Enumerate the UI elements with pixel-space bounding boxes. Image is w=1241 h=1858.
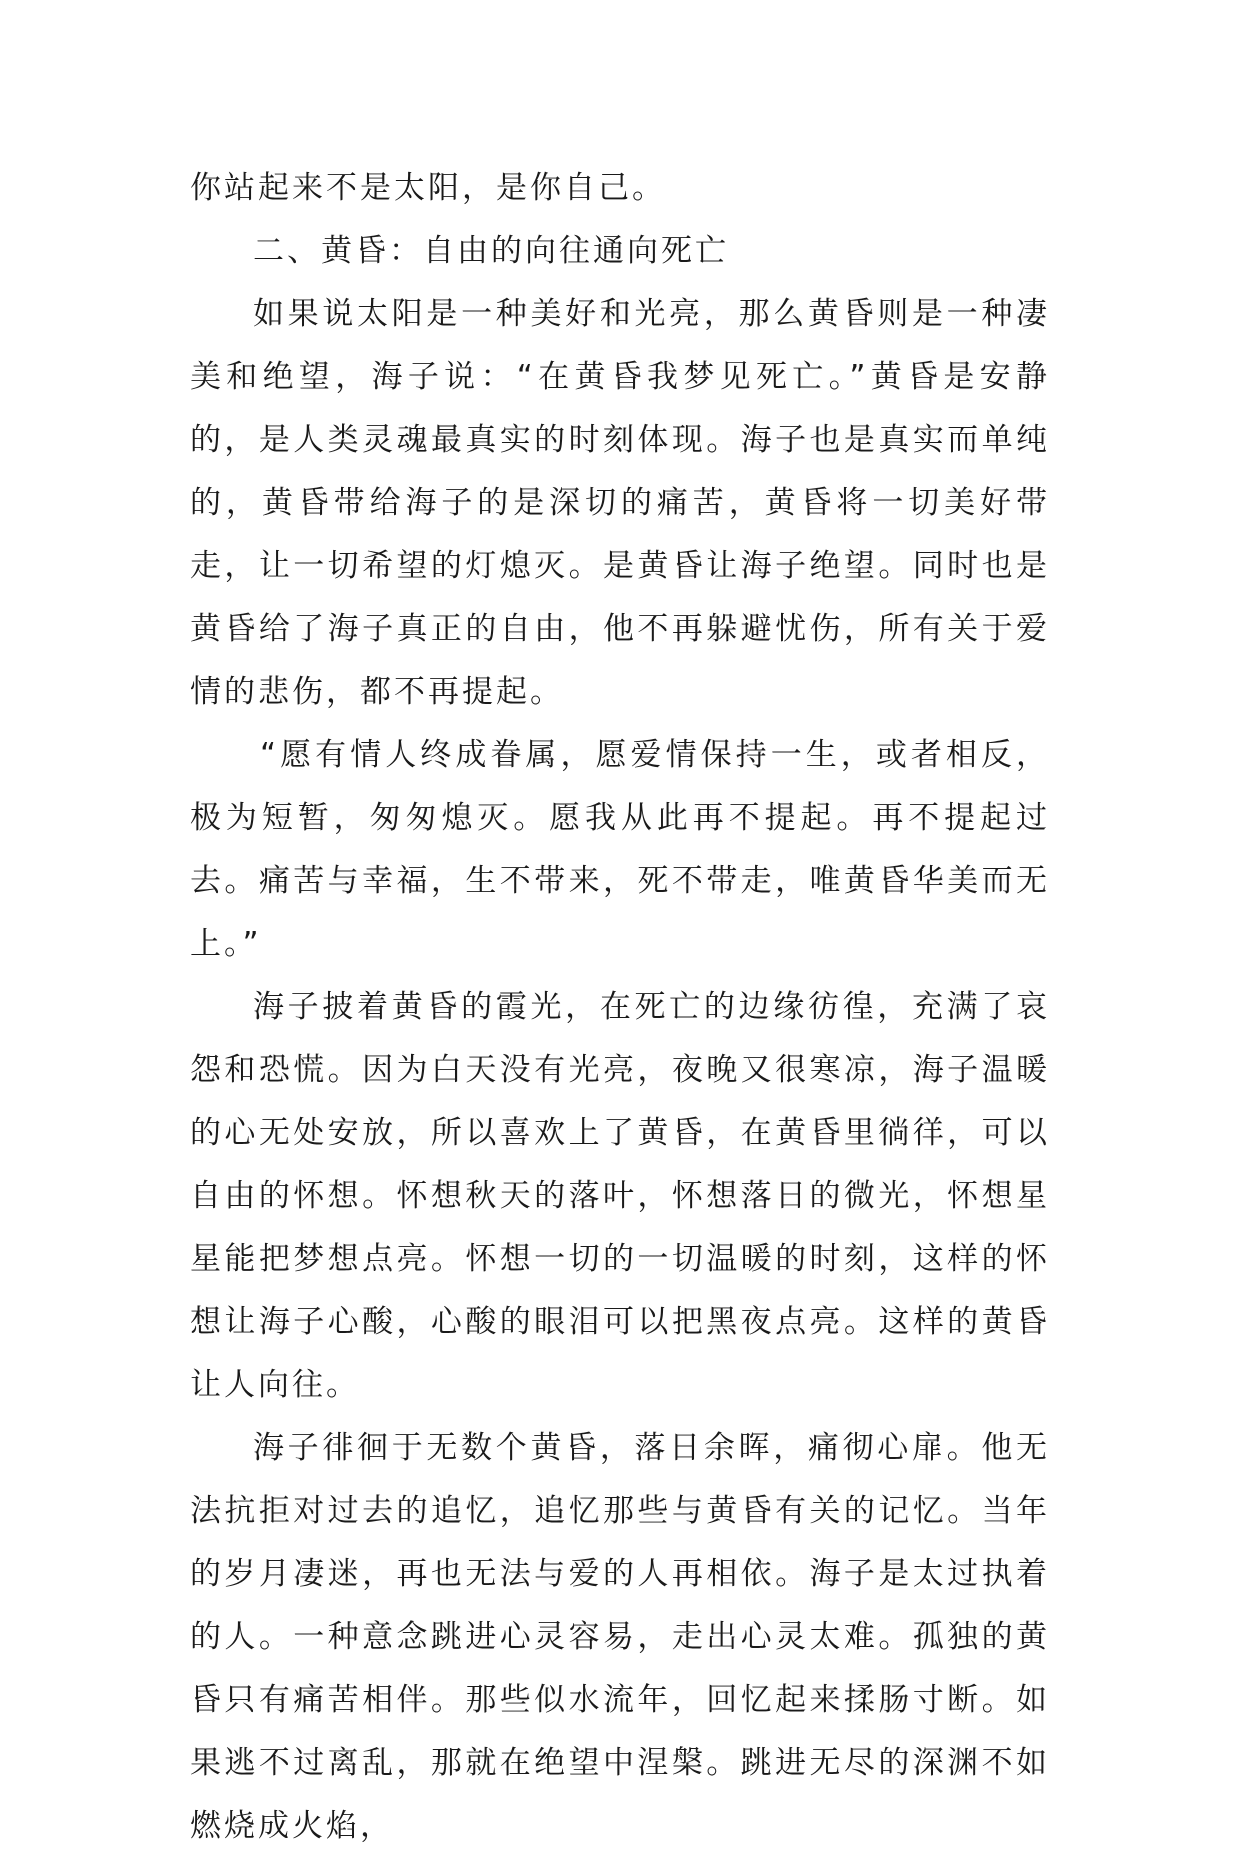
document-body	[190, 157, 1050, 1858]
paragraph: 如果说太阳是一种美好和光亮，那么黄昏则是一种凄美和绝望，海子说：“在黄昏我梦见死亡。”黄昏是安静的，是人类灵魂最真实的时刻体现。海子也是真实而单纯的，黄昏带给海子的是深切的痛苦，黄昏将一切美好带走，让一切希望的灯熄灭。是黄昏让海子绝望。同时也是黄昏给了海子真正的自由，他不再躲避忧伤，所有关于爱情的悲伤，都不再提起。	[190, 296, 1050, 710]
quotation-paragraph: “愿有情人终成眷属，愿爱情保持一生，或者相反，极为短暂，匆匆熄灭。愿我从此再不提起。再不提起过去。痛苦与幸福，生不带来，死不带走，唯黄昏华美而无上。”	[190, 737, 1050, 962]
paragraph-continuation: 你站起来不是太阳，是你自己。	[190, 170, 666, 206]
section-heading: 二、黄昏：自由的向往通向死亡	[253, 233, 729, 269]
paragraph: 海子徘徊于无数个黄昏，落日余晖，痛彻心扉。他无法抗拒对过去的追忆，追忆那些与黄昏有关的记忆。当年的岁月凄迷，再也无法与爱的人再相依。海子是太过执着的人。一种意念跳进心灵容易，走出心灵太难。孤独的黄昏只有痛苦相伴。那些似水流年，回忆起来揉肠寸断。如果逃不过离乱，那就在绝望中涅槃。跳进无尽的深渊不如燃烧成火焰，	[190, 1430, 1050, 1844]
paragraph: 海子披着黄昏的霞光，在死亡的边缘彷徨，充满了哀怨和恐慌。因为白天没有光亮，夜晚又很寒凉，海子温暖的心无处安放，所以喜欢上了黄昏，在黄昏里徜徉，可以自由的怀想。怀想秋天的落叶，怀想落日的微光，怀想星星能把梦想点亮。怀想一切的一切温暖的时刻，这样的怀想让海子心酸，心酸的眼泪可以把黑夜点亮。这样的黄昏让人向往。	[190, 989, 1050, 1403]
